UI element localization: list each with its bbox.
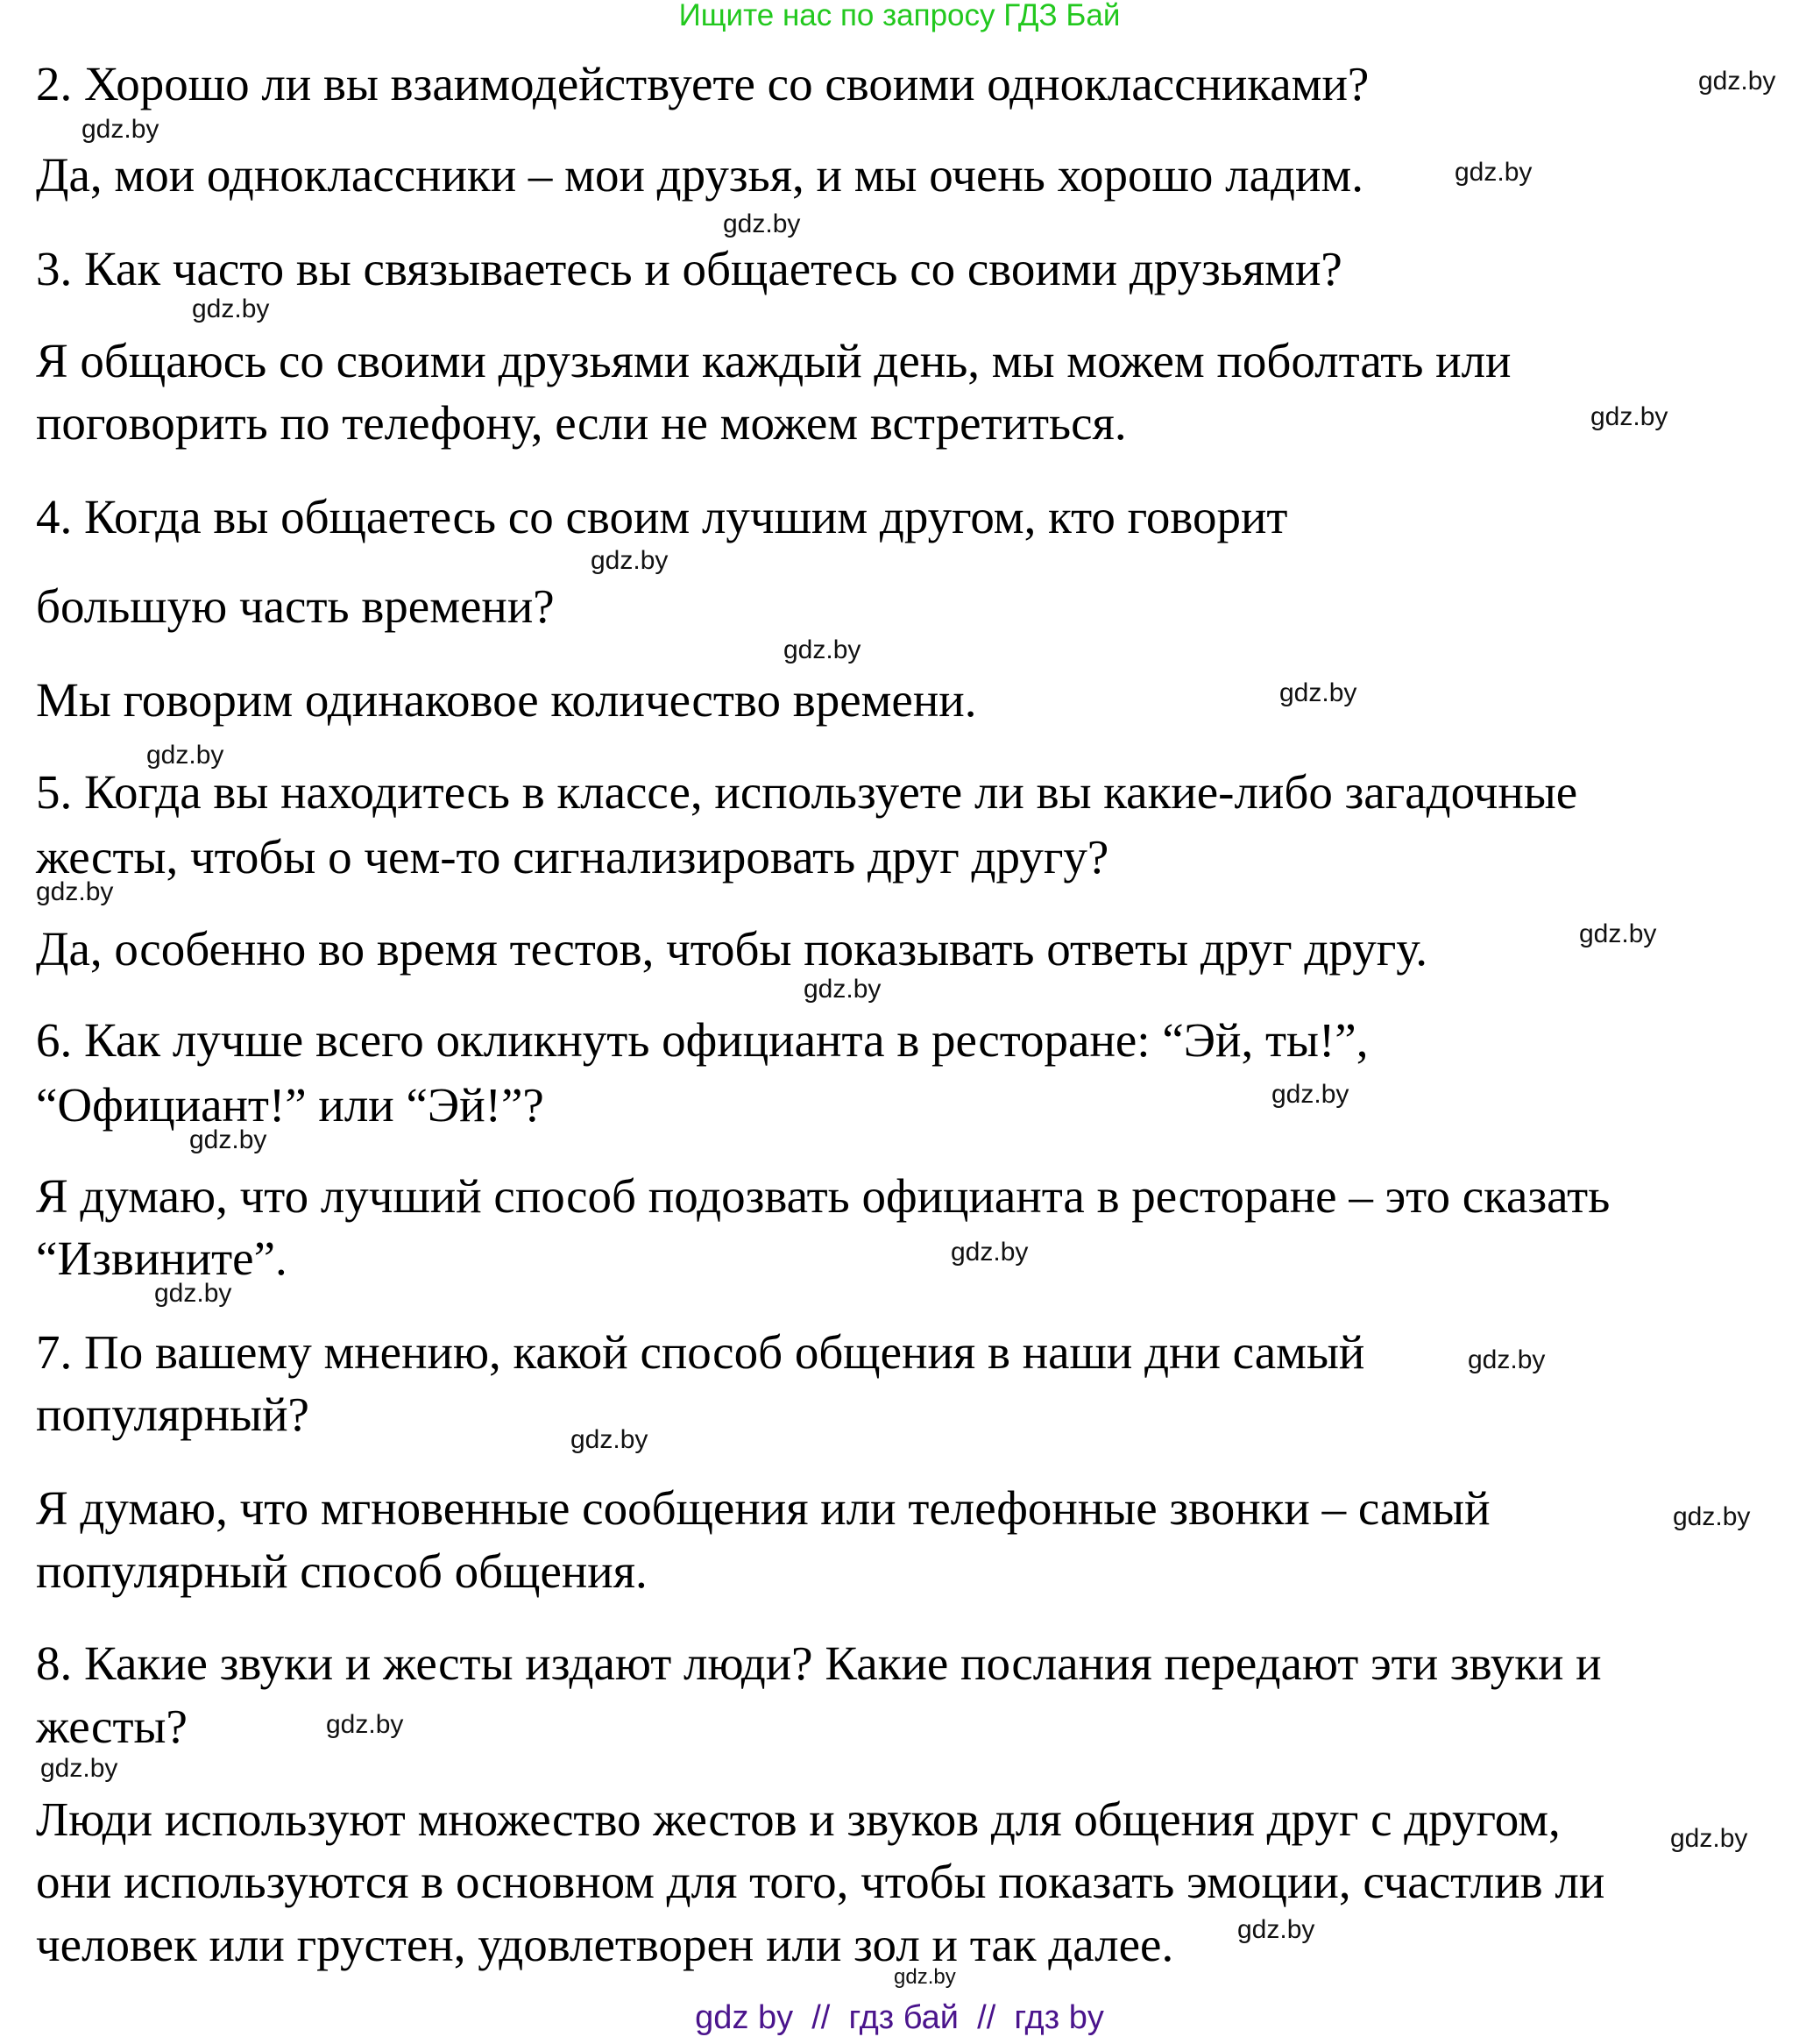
watermark: gdz.by	[81, 115, 159, 144]
watermark: gdz.by	[1237, 1915, 1315, 1944]
watermark: gdz.by	[1468, 1345, 1546, 1374]
watermark: gdz.by	[804, 975, 882, 1004]
watermark: gdz.by	[1590, 402, 1668, 431]
watermark: gdz.by	[1579, 919, 1657, 948]
question-2: 2. Хорошо ли вы взаимодействуете со своими одноклассниками?	[36, 57, 1370, 110]
answer-3-line-2: поговорить по телефону, если не можем встретиться.	[36, 396, 1127, 450]
watermark: gdz.by	[1670, 1824, 1748, 1853]
watermark: gdz.by	[894, 1965, 956, 1989]
watermark: gdz.by	[1279, 678, 1357, 707]
watermark: gdz.by	[1698, 67, 1776, 96]
question-5-line-1: 5. Когда вы находитесь в классе, используете ли вы какие-либо загадочные	[36, 765, 1578, 819]
watermark: gdz.by	[1673, 1502, 1751, 1531]
watermark: gdz.by	[192, 295, 270, 323]
watermark: gdz.by	[723, 209, 801, 238]
watermark: gdz.by	[36, 877, 114, 906]
question-7-line-1: 7. По вашему мнению, какой способ общения в наши дни самый	[36, 1325, 1365, 1379]
answer-8-line-2: они используются в основном для того, чтобы показать эмоции, счастлив ли	[36, 1855, 1605, 1908]
answer-6-line-1: Я думаю, что лучший способ подозвать официанта в ресторане – это сказать	[36, 1169, 1611, 1223]
watermark: gdz.by	[189, 1125, 267, 1154]
watermark: gdz.by	[951, 1238, 1029, 1267]
answer-5: Да, особенно во время тестов, чтобы показывать ответы друг другу.	[36, 922, 1427, 976]
question-8-line-1: 8. Какие звуки и жесты издают люди? Какие послания передают эти звуки и	[36, 1636, 1602, 1690]
question-3: 3. Как часто вы связываетесь и общаетесь со своими друзьями?	[36, 242, 1342, 295]
question-7-line-2: популярный?	[36, 1388, 309, 1441]
question-8-line-2: жесты?	[36, 1700, 188, 1753]
watermark: gdz.by	[1271, 1080, 1349, 1109]
watermark: gdz.by	[146, 741, 224, 770]
footer-links[interactable]: gdz by // гдз бай // гдз by	[695, 1999, 1104, 2036]
answer-8-line-1: Люди используют множество жестов и звуков для общения друг с другом,	[36, 1792, 1561, 1846]
question-6-line-1: 6. Как лучше всего окликнуть официанта в ресторане: “Эй, ты!”,	[36, 1013, 1369, 1067]
watermark: gdz.by	[783, 635, 861, 664]
watermark: gdz.by	[591, 546, 669, 575]
answer-8-line-3: человек или грустен, удовлетворен или зол и так далее.	[36, 1918, 1174, 1971]
watermark: gdz.by	[40, 1754, 118, 1783]
answer-6-line-2: “Извините”.	[36, 1231, 287, 1285]
watermark: gdz.by	[154, 1279, 232, 1308]
search-hint-header: Ищите нас по запросу ГДЗ Бай	[678, 0, 1121, 32]
answer-7-line-1: Я думаю, что мгновенные сообщения или телефонные звонки – самый	[36, 1481, 1491, 1535]
answer-3-line-1: Я общаюсь со своими друзьями каждый день, мы можем поболтать или	[36, 334, 1512, 387]
watermark: gdz.by	[570, 1425, 648, 1454]
question-4-line-1: 4. Когда вы общаетесь со своим лучшим другом, кто говорит	[36, 490, 1288, 543]
question-5-line-2: жесты, чтобы о чем-то сигнализировать друг другу?	[36, 830, 1109, 884]
question-6-line-2: “Официант!” или “Эй!”?	[36, 1078, 544, 1132]
watermark: gdz.by	[1455, 158, 1533, 187]
answer-4: Мы говорим одинаковое количество времени.	[36, 673, 977, 727]
question-4-line-2: большую часть времени?	[36, 579, 555, 633]
watermark: gdz.by	[326, 1710, 404, 1739]
answer-2: Да, мои одноклассники – мои друзья, и мы очень хорошо ладим.	[36, 148, 1363, 202]
answer-7-line-2: популярный способ общения.	[36, 1544, 648, 1598]
